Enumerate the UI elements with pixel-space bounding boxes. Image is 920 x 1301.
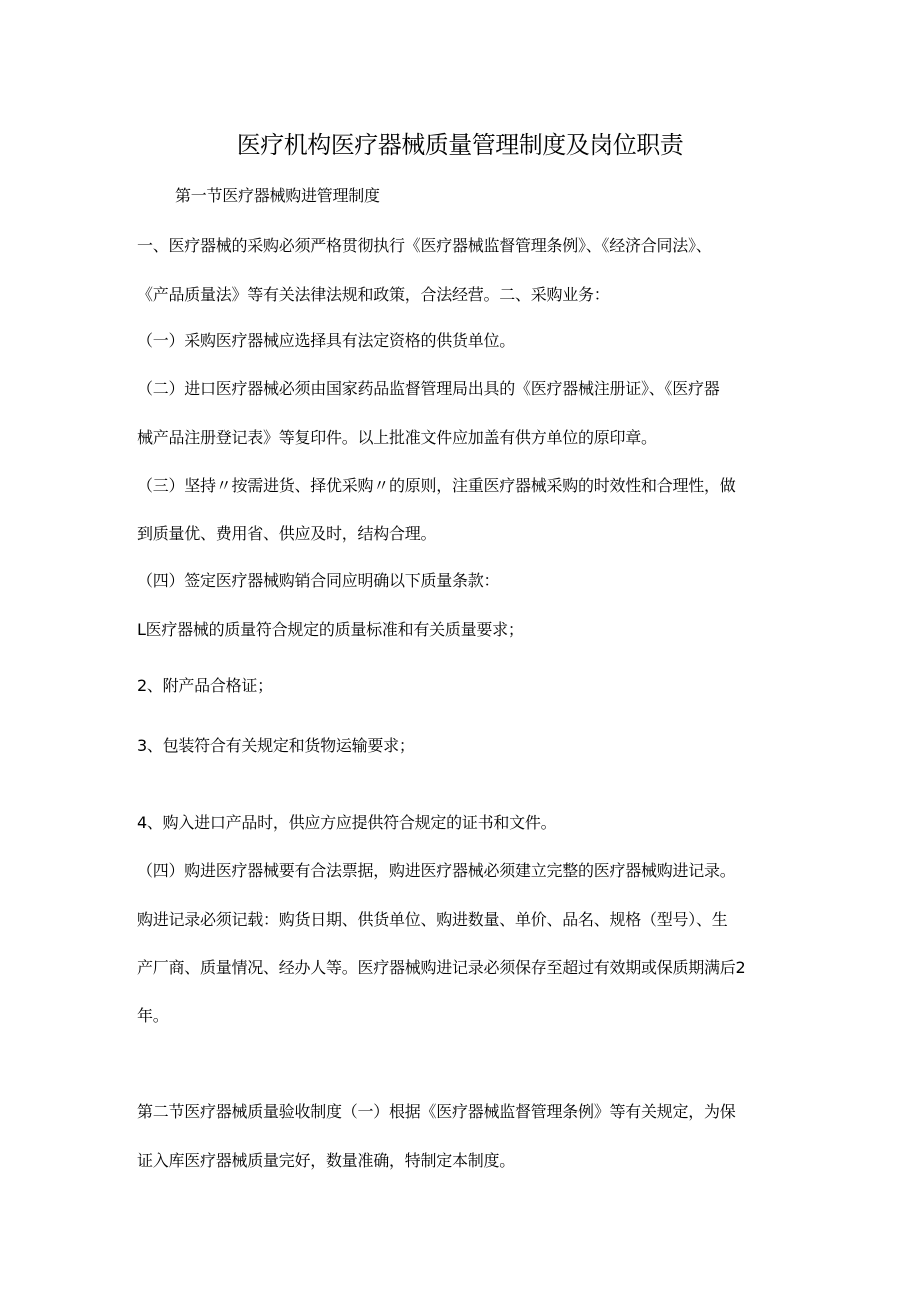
list-item: 3、包装符合有关规定和货物运输要求； — [137, 736, 415, 755]
paragraph-line: （三）坚持〃按需进货、择优采购〃的原则，注重医疗器械采购的时效性和合理性，做 — [137, 476, 736, 495]
paragraph-line: 产厂商、质量情况、经办人等。医疗器械购进记录必须保存至超过有效期或保质期满后2 — [137, 958, 746, 977]
paragraph-line: （二）进口医疗器械必须由国家药品监督管理局出具的《医疗器械注册证》、《医疗器 — [137, 379, 720, 398]
document-title: 医疗机构医疗器械质量管理制度及岗位职责 — [236, 131, 684, 159]
list-item: 4、购入进口产品时，供应方应提供符合规定的证书和文件。 — [137, 813, 557, 832]
paragraph-line: （四）签定医疗器械购销合同应明确以下质量条款： — [137, 571, 500, 590]
paragraph-line: 械产品注册登记表》等复印件。以上批准文件应加盖有供方单位的原印章。 — [137, 428, 657, 447]
paragraph-line: 年。 — [137, 1006, 169, 1025]
section-heading: 第一节医疗器械购进管理制度 — [175, 186, 380, 205]
paragraph-line: （一）采购医疗器械应选择具有法定资格的供货单位。 — [137, 331, 516, 350]
list-item: L医疗器械的质量符合规定的质量标准和有关质量要求； — [137, 620, 524, 639]
paragraph-line: （四）购进医疗器械要有合法票据，购进医疗器械必须建立完整的医疗器械购进记录。 — [137, 861, 736, 880]
paragraph-line: 证入库医疗器械质量完好，数量准确，特制定本制度。 — [137, 1151, 516, 1170]
paragraph-line: 到质量优、费用省、供应及时，结构合理。 — [137, 524, 437, 543]
paragraph-line: 第二节医疗器械质量验收制度（一）根据《医疗器械监督管理条例》等有关规定，为保 — [137, 1102, 736, 1121]
list-item: 2、附产品合格证； — [137, 676, 273, 695]
paragraph-line: 一、医疗器械的采购必须严格贯彻执行《医疗器械监督管理条例》、《经济合同法》、 — [137, 236, 712, 255]
paragraph-line: 购进记录必须记载：购货日期、供货单位、购进数量、单价、品名、规格（型号）、生 — [137, 910, 728, 929]
paragraph-line: 《产品质量法》等有关法律法规和政策，合法经营。二、采购业务： — [137, 285, 610, 304]
